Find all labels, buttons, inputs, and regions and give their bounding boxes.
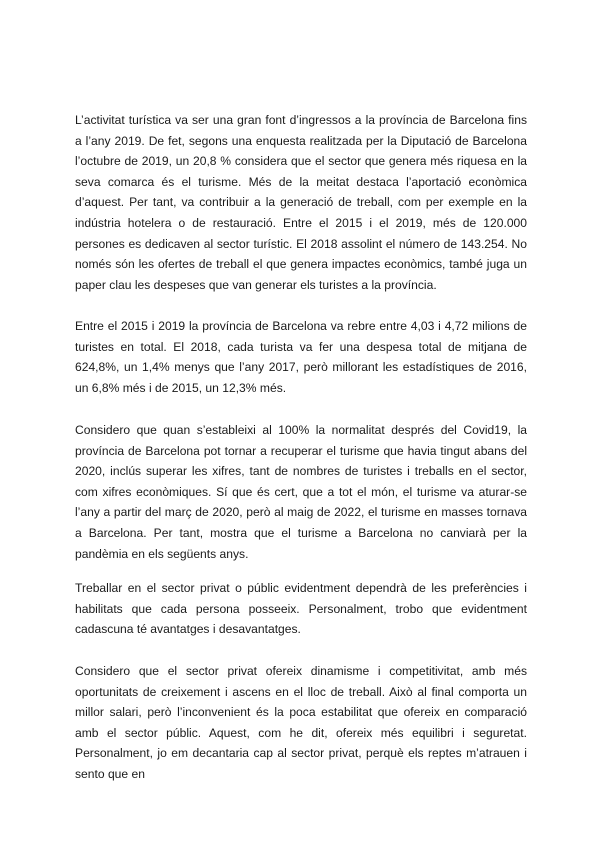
paragraph-covid-recovery: Considero que quan s’estableixi al 100% la normalitat després del Covid19, la província de Barcelona pot tornar a recuperar el turisme que havia tingut abans del 2020, inclús superar les xifres, tant de nombres de turistes i treballs en el sector, com xifres econòmiques. Sí que és cert, que a tot el món, el turisme va aturar-se l’any a partir del març de 2020, però al maig de 2022, el turisme en masses tornava a Barcelona. Per tant, mostra que el turisme a Barcelona no canviarà per la pandèmia en els següents anys. (75, 423, 527, 561)
paragraph-tourism-income: L’activitat turística va ser una gran font d’ingressos a la província de Barcelona fins a l’any 2019. De fet, segons una enquesta realitzada per la Diputació de Barcelona l’octubre de 2019, un 20,8 % considera que el sector que genera més riquesa en la seva comarca és el turisme. Més de la meitat destaca l’aportació econòmica d’aquest. Per tant, va contribuir a la generació de treball, com per exemple en la indústria hotelera o de restauració. Entre el 2015 i el 2019, més de 120.000 persones es dedicaven al sector turístic. El 2018 assolint el número de 143.254. No només són les ofertes de treball el que genera impactes econòmics, també juga un paper clau les despeses que van generar els turistes a la província. (75, 113, 527, 292)
paragraph-private-sector-opinion: Considero que el sector privat ofereix dinamisme i competitivitat, amb més oportunitats de creixement i ascens en el lloc de treball. Això al final comporta un millor salari, però l’inconvenient és la poca estabilitat que ofereix en comparació amb el sector públic. Aquest, com he dit, ofereix més equilibri i seguretat. Personalment, jo em decantaria cap al sector privat, perquè els reptes m’atrauen i sento que en (75, 664, 527, 781)
paragraph-tourist-numbers: Entre el 2015 i 2019 la província de Barcelona va rebre entre 4,03 i 4,72 milions de turistes en total. El 2018, cada turista va fer una despesa total de mitjana de 624,8%, un 1,4% menys que l’any 2017, però millorant les estadístiques de 2016, un 6,8% més i de 2015, un 12,3% més. (75, 319, 527, 395)
paragraph-private-public-intro: Treballar en el sector privat o públic evidentment dependrà de les preferències i habilitats que cada persona posseeix. Personalment, trobo que evidentment cadascuna té avantatges i desavantatges. (75, 581, 527, 637)
